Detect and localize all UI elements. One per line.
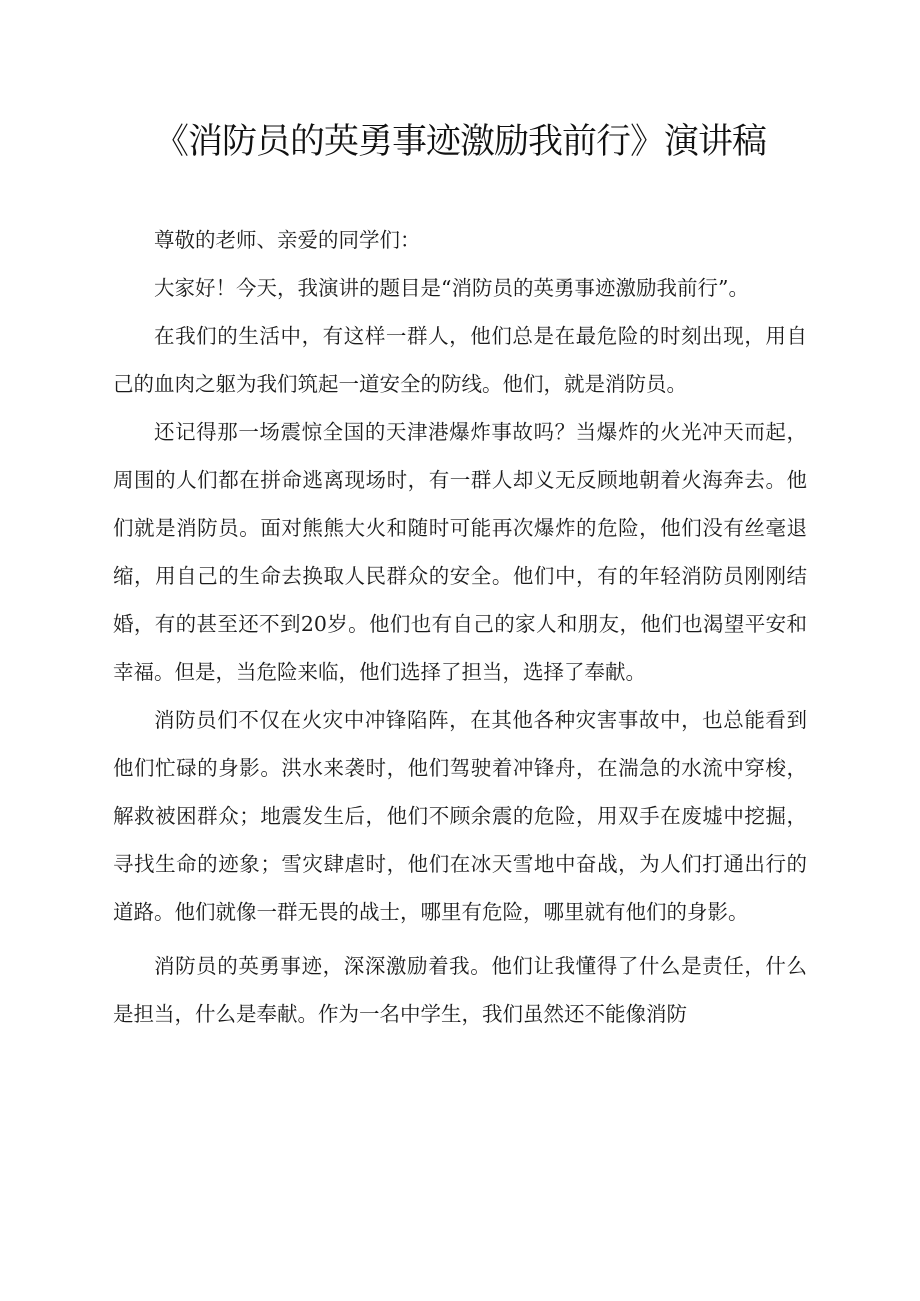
- paragraph-disasters: 消防员们不仅在火灾中冲锋陷阵，在其他各种灾害事故中，也总能看到他们忙碌的身影。洪水来袭时，他们驾驶着冲锋舟，在湍急的水流中穿梭，解救被困群众；地震发生后，他们不顾余震的危险，用双手在废墟中挖掘，寻找生命的迹象；雪灾肆虐时，他们在冰天雪地中奋战，为人们打通出行的道路。他们就像一群无畏的战士，哪里有危险，哪里就有他们的身影。: [113, 708, 807, 924]
- paragraph-intro: 在我们的生活中，有这样一群人，他们总是在最危险的时刻出现，用自己的血肉之躯为我们筑起一道安全的防线。他们，就是消防员。: [113, 324, 807, 396]
- paragraph-inspiration: 消防员的英勇事迹，深深激励着我。他们让我懂得了什么是责任，什么是担当，什么是奉献。作为一名中学生，我们虽然还不能像消防: [113, 954, 807, 1026]
- paragraph-salutation: 尊敬的老师、亲爱的同学们：: [154, 228, 421, 252]
- document-title: 《消防员的英勇事迹激励我前行》演讲稿: [153, 122, 766, 162]
- paragraph-greeting: 大家好！今天，我演讲的题目是“消防员的英勇事迹激励我前行”。: [154, 276, 749, 300]
- document-body: [113, 216, 807, 1038]
- paragraph-tianjin: 还记得那一场震惊全国的天津港爆炸事故吗？当爆炸的火光冲天而起，周围的人们都在拼命逃离现场时，有一群人却义无反顾地朝着火海奔去。他们就是消防员。面对熊熊大火和随时可能再次爆炸的危险，他们没有丝毫退缩，用自己的生命去换取人民群众的安全。他们中，有的年轻消防员刚刚结婚，有的甚至还不到20岁。他们也有自己的家人和朋友，他们也渴望平安和幸福。但是，当危险来临，他们选择了担当，选择了奉献。: [113, 420, 807, 684]
